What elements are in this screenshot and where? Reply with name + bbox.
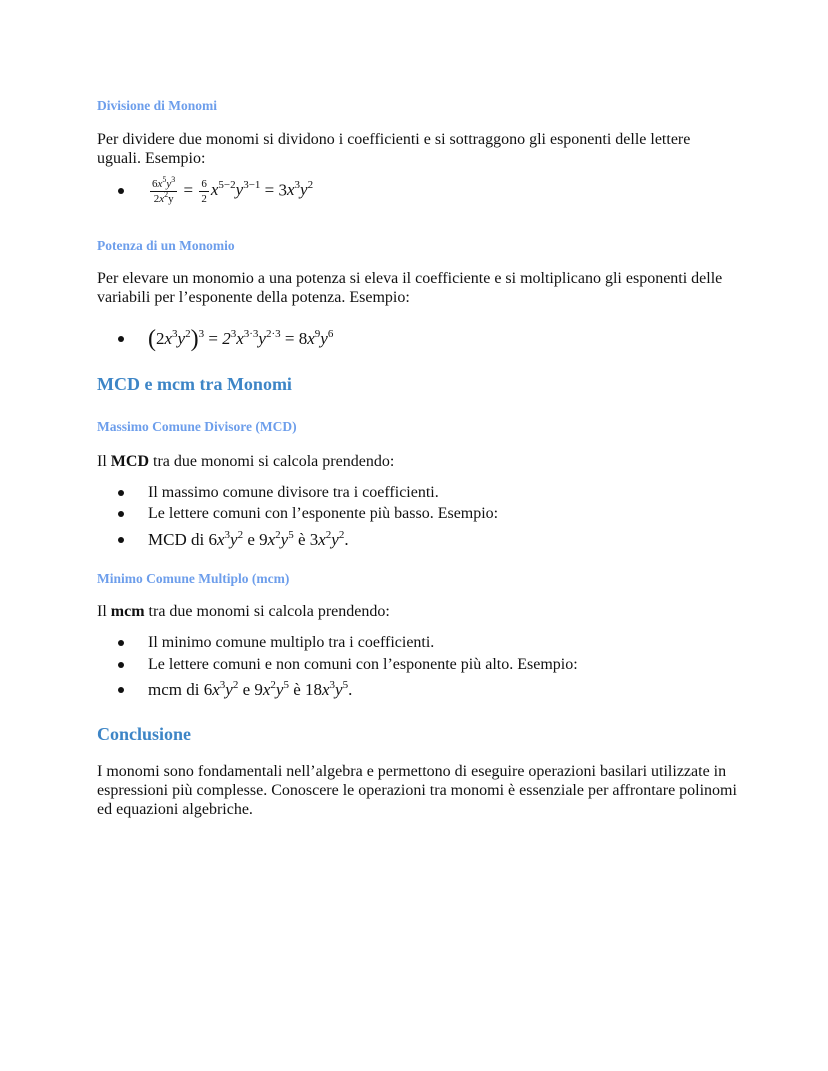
bullet-icon	[118, 687, 124, 693]
math-text: 6	[152, 177, 158, 190]
math-text: 2	[156, 328, 165, 348]
bullet-icon	[118, 537, 124, 543]
math-text: 6	[203, 680, 213, 699]
math-text: =	[204, 328, 223, 348]
fraction	[150, 174, 177, 205]
math-term: $x^3$	[164, 327, 178, 348]
division-text: Per dividere due monomi si dividono i coefficienti e si sottraggono gli esponenti delle lettere uguali. Esempio:	[97, 131, 691, 167]
math-term: $x^3$	[212, 679, 226, 699]
mcm-intro: Il mcm tra due monomi si calcola prendendo:	[97, 603, 390, 620]
bullet-icon	[118, 640, 124, 646]
bullet-icon	[118, 662, 124, 668]
math-text: y	[168, 192, 174, 205]
math-term: $2^3$	[222, 327, 237, 348]
heading-mcd: Massimo Comune Divisore (MCD)	[97, 419, 297, 434]
conclusion-text: I monomi sono fondamentali nell’algebra e permettono di eseguire operazioni basilari utilizzate in espressioni più complesse. Conoscere le operazioni tra monomi è essenziale per affrontare polinomi ed equazioni algebriche.	[97, 763, 737, 818]
text: e	[238, 680, 255, 699]
math-term: $x^3$	[216, 529, 231, 549]
mcd-example-item	[118, 528, 349, 552]
math-term: $x^9$	[307, 327, 321, 348]
mcm-bullet: Il minimo comune multiplo tra i coefficienti.	[118, 633, 434, 652]
mcm-bullet: Le lettere comuni e non comuni con l’esponente più alto. Esempio:	[118, 655, 578, 674]
power-formula	[148, 326, 333, 353]
math-text: 6	[201, 177, 207, 190]
division-formula	[148, 174, 314, 205]
math-term: $x^2$	[267, 529, 281, 549]
math-term: $x^2$	[159, 189, 169, 205]
text: e	[243, 530, 260, 549]
bullet-icon	[118, 188, 124, 194]
math-term: $y^5$	[275, 679, 289, 699]
text: .	[344, 530, 349, 549]
math-term: $y^{2\cdot 3}$	[258, 327, 281, 348]
heading-power: Potenza di un Monomio	[97, 238, 235, 253]
paren: )	[190, 325, 199, 352]
fraction	[199, 178, 209, 205]
math-term: $y^{3-1}$	[235, 178, 261, 199]
math-term: $x^3$	[287, 178, 301, 199]
math-term: 3	[198, 327, 205, 340]
math-term: $x^{3\cdot 3}$	[236, 327, 259, 348]
text: è	[293, 530, 310, 549]
bullet-icon	[118, 336, 124, 342]
mcd-bullet: Le lettere comuni con l’esponente più basso. Esempio:	[118, 504, 498, 523]
text: .	[348, 680, 353, 699]
math-term: $x^5$	[157, 174, 167, 190]
heading-mcd-mcm: MCD e mcm tra Monomi	[97, 374, 292, 394]
math-term: $y^5$	[280, 529, 294, 549]
power-text: Per elevare un monomio a una potenza si eleva il coefficiente e si moltiplicano gli esponenti delle variabili per l’esponente della potenza. Esempio:	[97, 270, 723, 306]
power-example-item	[118, 325, 333, 353]
math-term: $y^2$	[230, 529, 244, 549]
heading-conclusion: Conclusione	[97, 724, 192, 744]
math-text: 9	[259, 530, 268, 549]
text: è	[288, 680, 305, 699]
math-term: $x^{5-2}$	[210, 178, 236, 199]
math-term: $y^6$	[320, 327, 334, 348]
math-text: = 8	[280, 328, 308, 348]
math-text: 18	[305, 680, 322, 699]
mcm-example-item	[118, 678, 352, 702]
math-text: 3	[309, 530, 319, 549]
math-term: $y^2$	[331, 529, 345, 549]
text: mcm di	[148, 680, 204, 699]
math-text: = 3	[260, 179, 287, 199]
math-text: =	[179, 179, 198, 199]
math-term: $x^2$	[262, 679, 276, 699]
math-term: $x^2$	[318, 529, 332, 549]
mcm-formula	[148, 680, 352, 700]
heading-division: Divisione di Monomi	[97, 98, 218, 113]
mcd-formula	[148, 530, 349, 550]
mcd-intro: Il MCD tra due monomi si calcola prendendo:	[97, 453, 395, 470]
heading-mcm: Minimo Comune Multiplo (mcm)	[97, 571, 290, 586]
bullet-icon	[118, 490, 124, 496]
math-term: $y^2$	[225, 679, 239, 699]
math-text: 6	[208, 530, 217, 549]
paren: (	[148, 325, 156, 352]
bullet-icon	[118, 511, 124, 517]
math-term: $x^3$	[322, 679, 336, 699]
math-term: $y^3$	[166, 174, 176, 190]
text: MCD di	[148, 530, 209, 549]
math-term: $y^5$	[335, 679, 349, 699]
math-text: 2	[153, 192, 160, 205]
mcd-bullet: Il massimo comune divisore tra i coefficienti.	[118, 483, 439, 502]
math-term: $y^2$	[300, 178, 314, 199]
math-term: $y^2$	[177, 327, 191, 348]
math-text: 2	[201, 192, 207, 205]
math-text: 9	[254, 680, 263, 699]
division-example-item	[118, 176, 313, 206]
